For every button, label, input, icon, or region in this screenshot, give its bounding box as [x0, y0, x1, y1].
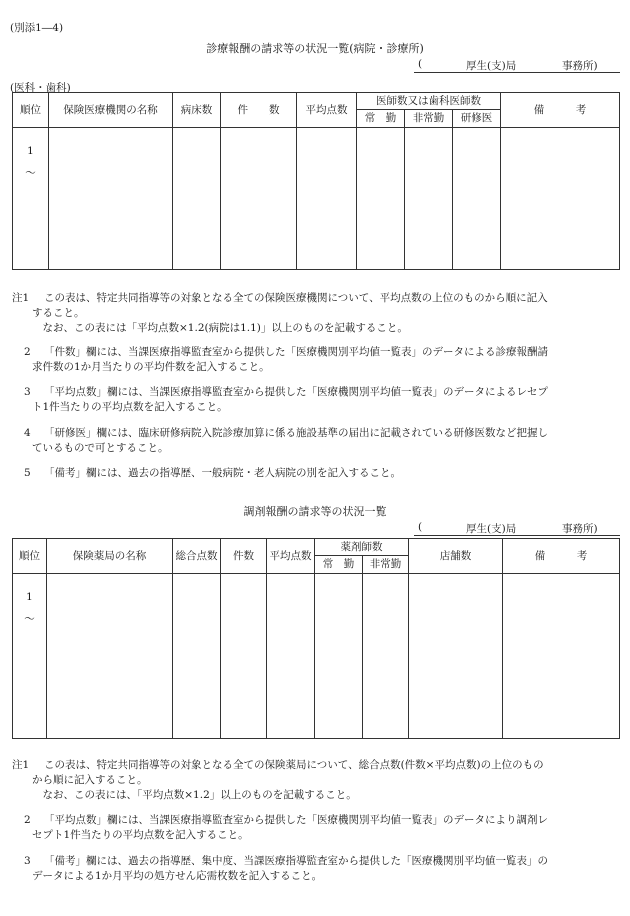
- row-range-tilde: 〜: [25, 167, 36, 179]
- col-fulltime: 常 勤: [357, 110, 405, 128]
- col-cases: 件 数: [221, 93, 297, 128]
- col-fulltime: 常 勤: [315, 556, 363, 574]
- section1-note-3: [12, 385, 622, 415]
- note-label: 3: [24, 386, 31, 398]
- col-rank: 順位: [13, 93, 49, 128]
- parttime-cell: [363, 574, 409, 739]
- row-first-number: 1: [26, 591, 33, 603]
- section2-office-underline: [414, 535, 620, 536]
- rank-cell: [13, 128, 49, 270]
- section1-office-open: (: [418, 58, 423, 70]
- col-institution-name: 保険医療機関の名称: [49, 93, 173, 128]
- section1-table: [12, 92, 620, 270]
- avg-points-cell: [267, 574, 315, 739]
- note-line: この表は、特定共同指導等の対象となる全ての保険薬局について、総合点数(件数×平均点数)の上位のもの: [44, 759, 544, 771]
- cases-cell: [221, 128, 297, 270]
- note-line: 「件数」欄には、当課医療指導監査室から提供した「医療機関別平均値一覧表」のデータによる診療報酬請: [44, 346, 548, 358]
- col-total-points: 総合点数: [173, 539, 221, 574]
- remarks-cell: [503, 574, 620, 739]
- section1-office-bureau: 厚生(支)局: [466, 60, 517, 72]
- section2-note-1: [12, 758, 622, 803]
- note-line: 「備考」欄には、過去の指導歴、集中度、当課医療指導監査室から提供した「医療機関別平均値一覧表」の: [44, 855, 548, 867]
- parttime-cell: [405, 128, 453, 270]
- remarks-cell: [501, 128, 620, 270]
- col-pharmacists-group: 薬剤師数: [315, 539, 409, 556]
- row-range-tilde: 〜: [24, 613, 35, 625]
- note-line: 「平均点数」欄には、当課医療指導監査室から提供した「医療機関別平均値一覧表」のデータにより調剤レ: [44, 814, 548, 826]
- section2-office-bureau: 厚生(支)局: [466, 523, 517, 535]
- note-line: ト1件当たりの平均点数を記入すること。: [32, 401, 228, 413]
- section2-office-open: (: [418, 521, 423, 533]
- col-parttime: 非常勤: [363, 556, 409, 574]
- col-stores: 店舗数: [409, 539, 503, 574]
- section1-note-2: [12, 345, 622, 375]
- total-points-cell: [173, 574, 221, 739]
- section1-note-5: [12, 466, 622, 481]
- section2-note-2: [12, 813, 622, 843]
- note-line: 「研修医」欄には、臨床研修病院入院診療加算に係る施設基準の届出に記載されている研修医数など把握し: [44, 427, 548, 439]
- institution-name-cell: [49, 128, 173, 270]
- col-remarks: 備 考: [503, 539, 620, 574]
- section1-category: (医科・歯科): [10, 82, 71, 94]
- note-line: すること。: [32, 307, 85, 319]
- section1-title: 診療報酬の請求等の状況一覧(病院・診療所): [206, 42, 424, 55]
- beds-cell: [173, 128, 221, 270]
- avg-points-cell: [297, 128, 357, 270]
- section1-note-1: [12, 291, 622, 336]
- note-line: 「備考」欄には、過去の指導歴、一般病院・老人病院の別を記入すること。: [44, 467, 401, 479]
- note-line: ているもので可とすること。: [32, 442, 169, 454]
- col-parttime: 非常勤: [405, 110, 453, 128]
- section1-office-underline: [414, 72, 620, 73]
- fulltime-cell: [357, 128, 405, 270]
- section2-table: [12, 538, 620, 739]
- note-label: 3: [24, 855, 31, 867]
- stores-cell: [409, 574, 503, 739]
- col-pharmacy-name: 保険薬局の名称: [47, 539, 173, 574]
- col-avg-points: 平均点数: [297, 93, 357, 128]
- trainee-cell: [453, 128, 501, 270]
- note-line: なお、この表には「平均点数×1.2(病院は1.1)」以上のものを記載すること。: [32, 322, 408, 334]
- cases-cell: [221, 574, 267, 739]
- col-rank: 順位: [13, 539, 47, 574]
- note-line: から順に記入すること。: [32, 774, 148, 786]
- note-label: 注1: [12, 759, 30, 771]
- col-cases: 件数: [221, 539, 267, 574]
- note-line: 「平均点数」欄には、当課医療指導監査室から提供した「医療機関別平均値一覧表」のデータによるレセプ: [44, 386, 548, 398]
- note-label: 4: [24, 427, 31, 439]
- col-avg-points: 平均点数: [267, 539, 315, 574]
- section1-note-4: [12, 426, 622, 456]
- col-trainee: 研修医: [453, 110, 501, 128]
- note-line: セプト1件当たりの平均点数を記入すること。: [32, 829, 249, 841]
- section2-office-suffix: 事務所): [562, 523, 598, 535]
- appendix-label: (別添1―4): [10, 22, 64, 34]
- note-label: 2: [24, 814, 31, 826]
- note-label: 2: [24, 346, 31, 358]
- note-line: 求件数の1か月当たりの平均件数を記入すること。: [32, 361, 270, 373]
- col-remarks: 備 考: [501, 93, 620, 128]
- note-line: この表は、特定共同指導等の対象となる全ての保険医療機関について、平均点数の上位のものから順に記入: [44, 292, 548, 304]
- pharmacy-name-cell: [47, 574, 173, 739]
- col-doctors-group: 医師数又は歯科医師数: [357, 93, 501, 110]
- row-first-number: 1: [27, 145, 34, 157]
- note-line: なお、この表には、「平均点数×1.2」以上のものを記載すること。: [32, 789, 357, 801]
- section2-note-3: [12, 854, 622, 884]
- fulltime-cell: [315, 574, 363, 739]
- col-beds: 病床数: [173, 93, 221, 128]
- note-line: データによる1か月平均の処方せん応需枚数を記入すること。: [32, 870, 323, 882]
- section1-office-suffix: 事務所): [562, 60, 598, 72]
- note-label: 5: [24, 467, 31, 479]
- rank-cell: [13, 574, 47, 739]
- note-label: 注1: [12, 292, 30, 304]
- section2-title: 調剤報酬の請求等の状況一覧: [243, 505, 387, 518]
